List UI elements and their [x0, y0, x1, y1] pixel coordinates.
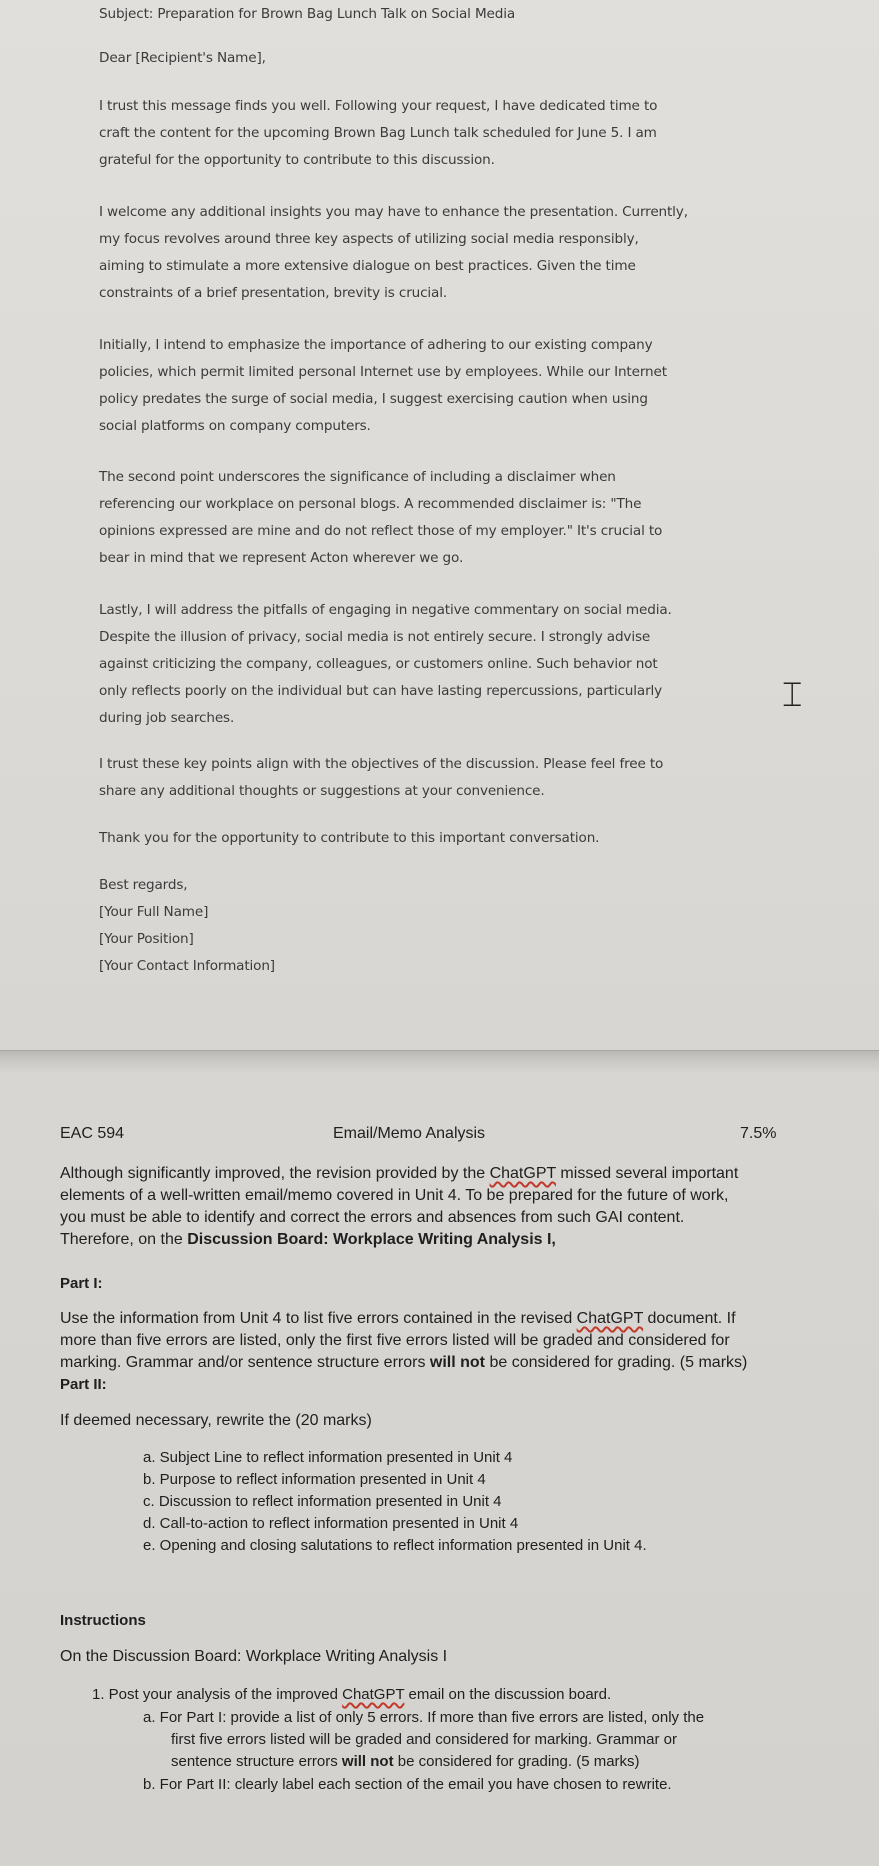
section-divider — [0, 1050, 879, 1073]
rewrite-item: d. Call-to-action to reflect information presented in Unit 4 — [143, 1515, 519, 1532]
email-paragraph-line: constraints of a brief presentation, brevity is crucial. — [99, 285, 448, 301]
assignment-document — [0, 1072, 879, 1866]
instruction-substep: first five errors listed will be graded and considered for marking. Grammar or — [171, 1731, 678, 1748]
chatgpt-misspelled-word: ChatGPT — [342, 1686, 405, 1703]
email-paragraph-line: only reflects poorly on the individual but can have lasting repercussions, particularly — [99, 683, 663, 699]
email-paragraph-line: policy predates the surge of social media, I suggest exercising caution when using — [99, 391, 648, 407]
text-cursor-icon: ⌶ — [782, 675, 803, 715]
instructions-board-name: On the Discussion Board: Workplace Writing Analysis I — [60, 1648, 448, 1665]
email-signature-name: [Your Full Name] — [99, 904, 209, 920]
email-paragraph-line: share any additional thoughts or suggestions at your convenience. — [99, 783, 545, 799]
intro-line: Therefore, on the Discussion Board: Workplace Writing Analysis I, — [60, 1231, 556, 1248]
instruction-substep: a. For Part I: provide a list of only 5 errors. If more than five errors are listed, only the — [143, 1709, 705, 1726]
email-paragraph-line: Lastly, I will address the pitfalls of engaging in negative commentary on social media. — [99, 602, 672, 618]
email-paragraph-line: grateful for the opportunity to contribute to this discussion. — [99, 152, 495, 168]
email-subject-line: Subject: Preparation for Brown Bag Lunch Talk on Social Media — [99, 6, 516, 22]
email-paragraph-line: policies, which permit limited personal Internet use by employees. While our Internet — [99, 364, 667, 380]
part-one-line: more than five errors are listed, only the first five errors listed will be graded and considered for — [60, 1332, 730, 1349]
email-paragraph-line: Initially, I intend to emphasize the importance of adhering to our existing company — [99, 337, 653, 353]
rewrite-item: e. Opening and closing salutations to reflect information presented in Unit 4. — [143, 1537, 647, 1554]
instruction-step: 1. Post your analysis of the improved ChatGPT email on the discussion board. — [92, 1686, 612, 1703]
email-paragraph-line: I welcome any additional insights you may have to enhance the presentation. Currently, — [99, 204, 688, 220]
email-paragraph-line: referencing our workplace on personal blogs. A recommended disclaimer is: "The — [99, 496, 642, 512]
assignment-weight: 7.5% — [740, 1125, 777, 1142]
email-greeting: Dear [Recipient's Name], — [99, 50, 266, 66]
intro-line: elements of a well-written email/memo covered in Unit 4. To be prepared for the future of work, — [60, 1187, 729, 1204]
part-one-line: marking. Grammar and/or sentence structure errors will not be considered for grading. (5 marks) — [60, 1354, 748, 1371]
email-paragraph-line: I trust these key points align with the objectives of the discussion. Please feel free to — [99, 756, 664, 772]
email-paragraph-line: social platforms on company computers. — [99, 418, 371, 434]
chatgpt-misspelled-word: ChatGPT — [489, 1165, 556, 1182]
email-paragraph-line: during job searches. — [99, 710, 235, 726]
instruction-substep: sentence structure errors will not be considered for grading. (5 marks) — [171, 1753, 640, 1770]
email-paragraph-line: aiming to stimulate a more extensive dialogue on best practices. Given the time — [99, 258, 636, 274]
email-paragraph-line: Despite the illusion of privacy, social media is not entirely secure. I strongly advise — [99, 629, 651, 645]
email-paragraph-line: my focus revolves around three key aspects of utilizing social media responsibly, — [99, 231, 639, 247]
rewrite-item: a. Subject Line to reflect information presented in Unit 4 — [143, 1449, 513, 1466]
intro-line: you must be able to identify and correct the errors and absences from such GAI content. — [60, 1209, 685, 1226]
part-two-heading: Part II: — [60, 1376, 107, 1393]
chatgpt-misspelled-word: ChatGPT — [576, 1310, 644, 1327]
email-paragraph-line: craft the content for the upcoming Brown Bag Lunch talk scheduled for June 5. I am — [99, 125, 657, 141]
email-paragraph-line: opinions expressed are mine and do not reflect those of my employer." It's crucial to — [99, 523, 663, 539]
email-paragraph-line: I trust this message finds you well. Following your request, I have dedicated time to — [99, 98, 658, 114]
course-code: EAC 594 — [60, 1125, 125, 1142]
instructions-heading: Instructions — [60, 1612, 146, 1629]
email-paragraph-line: bear in mind that we represent Acton wherever we go. — [99, 550, 464, 566]
email-signature-position: [Your Position] — [99, 931, 194, 947]
discussion-board-name: Discussion Board: Workplace Writing Analysis I, — [187, 1231, 556, 1248]
part-one-line: Use the information from Unit 4 to list five errors contained in the revised ChatGPT document. If — [60, 1310, 736, 1327]
rewrite-item: c. Discussion to reflect information presented in Unit 4 — [143, 1493, 502, 1510]
intro-line: Although significantly improved, the revision provided by the ChatGPT missed several important — [60, 1165, 739, 1182]
email-paragraph-line: Thank you for the opportunity to contribute to this important conversation. — [99, 830, 600, 846]
assignment-title: Email/Memo Analysis — [333, 1125, 486, 1142]
part-one-heading: Part I: — [60, 1275, 103, 1292]
instruction-substep: b. For Part II: clearly label each section of the email you have chosen to rewrite. — [143, 1776, 672, 1793]
rewrite-item: b. Purpose to reflect information presented in Unit 4 — [143, 1471, 486, 1488]
email-paragraph-line: against criticizing the company, colleagues, or customers online. Such behavior not — [99, 656, 658, 672]
email-paragraph-line: The second point underscores the significance of including a disclaimer when — [99, 469, 616, 485]
email-signature-contact: [Your Contact Information] — [99, 958, 275, 974]
email-signoff: Best regards, — [99, 877, 188, 893]
part-two-lead: If deemed necessary, rewrite the (20 marks) — [60, 1412, 372, 1429]
